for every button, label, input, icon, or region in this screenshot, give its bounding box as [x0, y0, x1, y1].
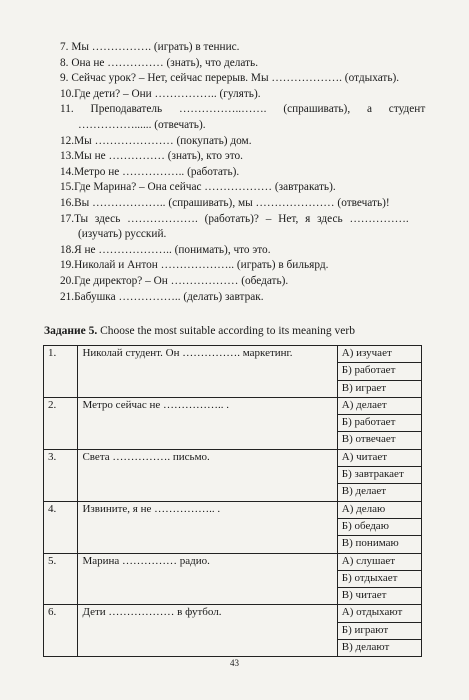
exercise-item: 16.Вы ……………….. (спрашивать), мы ………………… (отвечать)!: [60, 196, 390, 209]
question-number: 2.: [44, 397, 78, 449]
answer-option: В) понимаю: [337, 536, 421, 553]
choice-table: [43, 345, 422, 657]
answer-option: Б) обедаю: [337, 518, 421, 535]
table-row: [44, 553, 422, 570]
exercise-item: 12.Мы ………………… (покупать) дом.: [60, 134, 252, 147]
exercise-item: 8. Она не …………… (знать), что делать.: [60, 56, 259, 69]
exercise-item: 14.Метро не …………….. (работать).: [60, 165, 240, 178]
answer-option: Б) отдыхает: [337, 570, 421, 587]
table-row: [44, 449, 422, 466]
answer-option: Б) работает: [337, 415, 421, 432]
question-number: 1.: [44, 346, 78, 398]
question-sentence: Марина …………… радио.: [78, 553, 337, 605]
answer-option: А) изучает: [337, 346, 421, 363]
answer-option: В) делает: [337, 484, 421, 501]
answer-option: А) делаю: [337, 501, 421, 518]
exercise-item: 11. Преподаватель ……………..……. (спрашивать), а студент ……………...... (отвечать).: [60, 103, 426, 131]
exercise-item: 7. Мы ……………. (играть) в теннис.: [60, 41, 240, 53]
table-row: [44, 346, 422, 363]
exercise-list: [60, 40, 430, 305]
exercise-item: 20.Где директор? – Он ……………… (обедать).: [60, 274, 289, 287]
exercise-item: 21.Бабушка …………….. (делать) завтрак.: [60, 290, 264, 303]
answer-option: А) читает: [337, 449, 421, 466]
answer-option: В) отвечает: [337, 432, 421, 449]
question-sentence: Метро сейчас не …………….. .: [78, 397, 337, 449]
question-sentence: Николай студент. Он ……………. маркетинг.: [78, 346, 337, 398]
task-heading: Задание 5. Choose the most suitable according to its meaning verb: [44, 325, 355, 337]
exercise-item: 18.Я не ……………….. (понимать), что это.: [60, 243, 271, 256]
table-row: [44, 397, 422, 414]
answer-option: Б) завтракает: [337, 467, 421, 484]
exercise-item: 19.Николай и Антон ……………….. (играть) в бильярд.: [60, 259, 329, 272]
answer-option: А) слушает: [337, 553, 421, 570]
exercise-item: 13.Мы не …………… (знать), кто это.: [60, 150, 243, 163]
page-number: 43: [230, 658, 239, 668]
table-row: [44, 605, 422, 622]
exercise-item: 15.Где Марина? – Она сейчас ……………… (завтракать).: [60, 181, 336, 194]
answer-option: В) играет: [337, 380, 421, 397]
question-number: 3.: [44, 449, 78, 501]
answer-option: А) делает: [337, 397, 421, 414]
question-number: 5.: [44, 553, 78, 605]
answer-option: В) читает: [337, 588, 421, 605]
exercise-item: 17.Ты здесь ………………. (работать)? – Нет, я здесь ……………. (изучать) русский.: [60, 212, 409, 241]
table-row: [44, 501, 422, 518]
question-number: 4.: [44, 501, 78, 553]
exercise-item: 9. Сейчас урок? – Нет, сейчас перерыв. Мы ………………. (отдыхать).: [60, 72, 400, 85]
question-sentence: Света ……………. письмо.: [78, 449, 337, 501]
question-sentence: Извините, я не …………….. .: [78, 501, 337, 553]
question-number: 6.: [44, 605, 78, 657]
answer-option: Б) играют: [337, 622, 421, 639]
answer-option: А) отдыхают: [337, 605, 421, 622]
exercise-item: 10.Где дети? – Они …………….. (гулять).: [60, 87, 261, 100]
answer-option: В) делают: [337, 640, 421, 657]
answer-option: Б) работает: [337, 363, 421, 380]
question-sentence: Дети ……………… в футбол.: [78, 605, 337, 657]
